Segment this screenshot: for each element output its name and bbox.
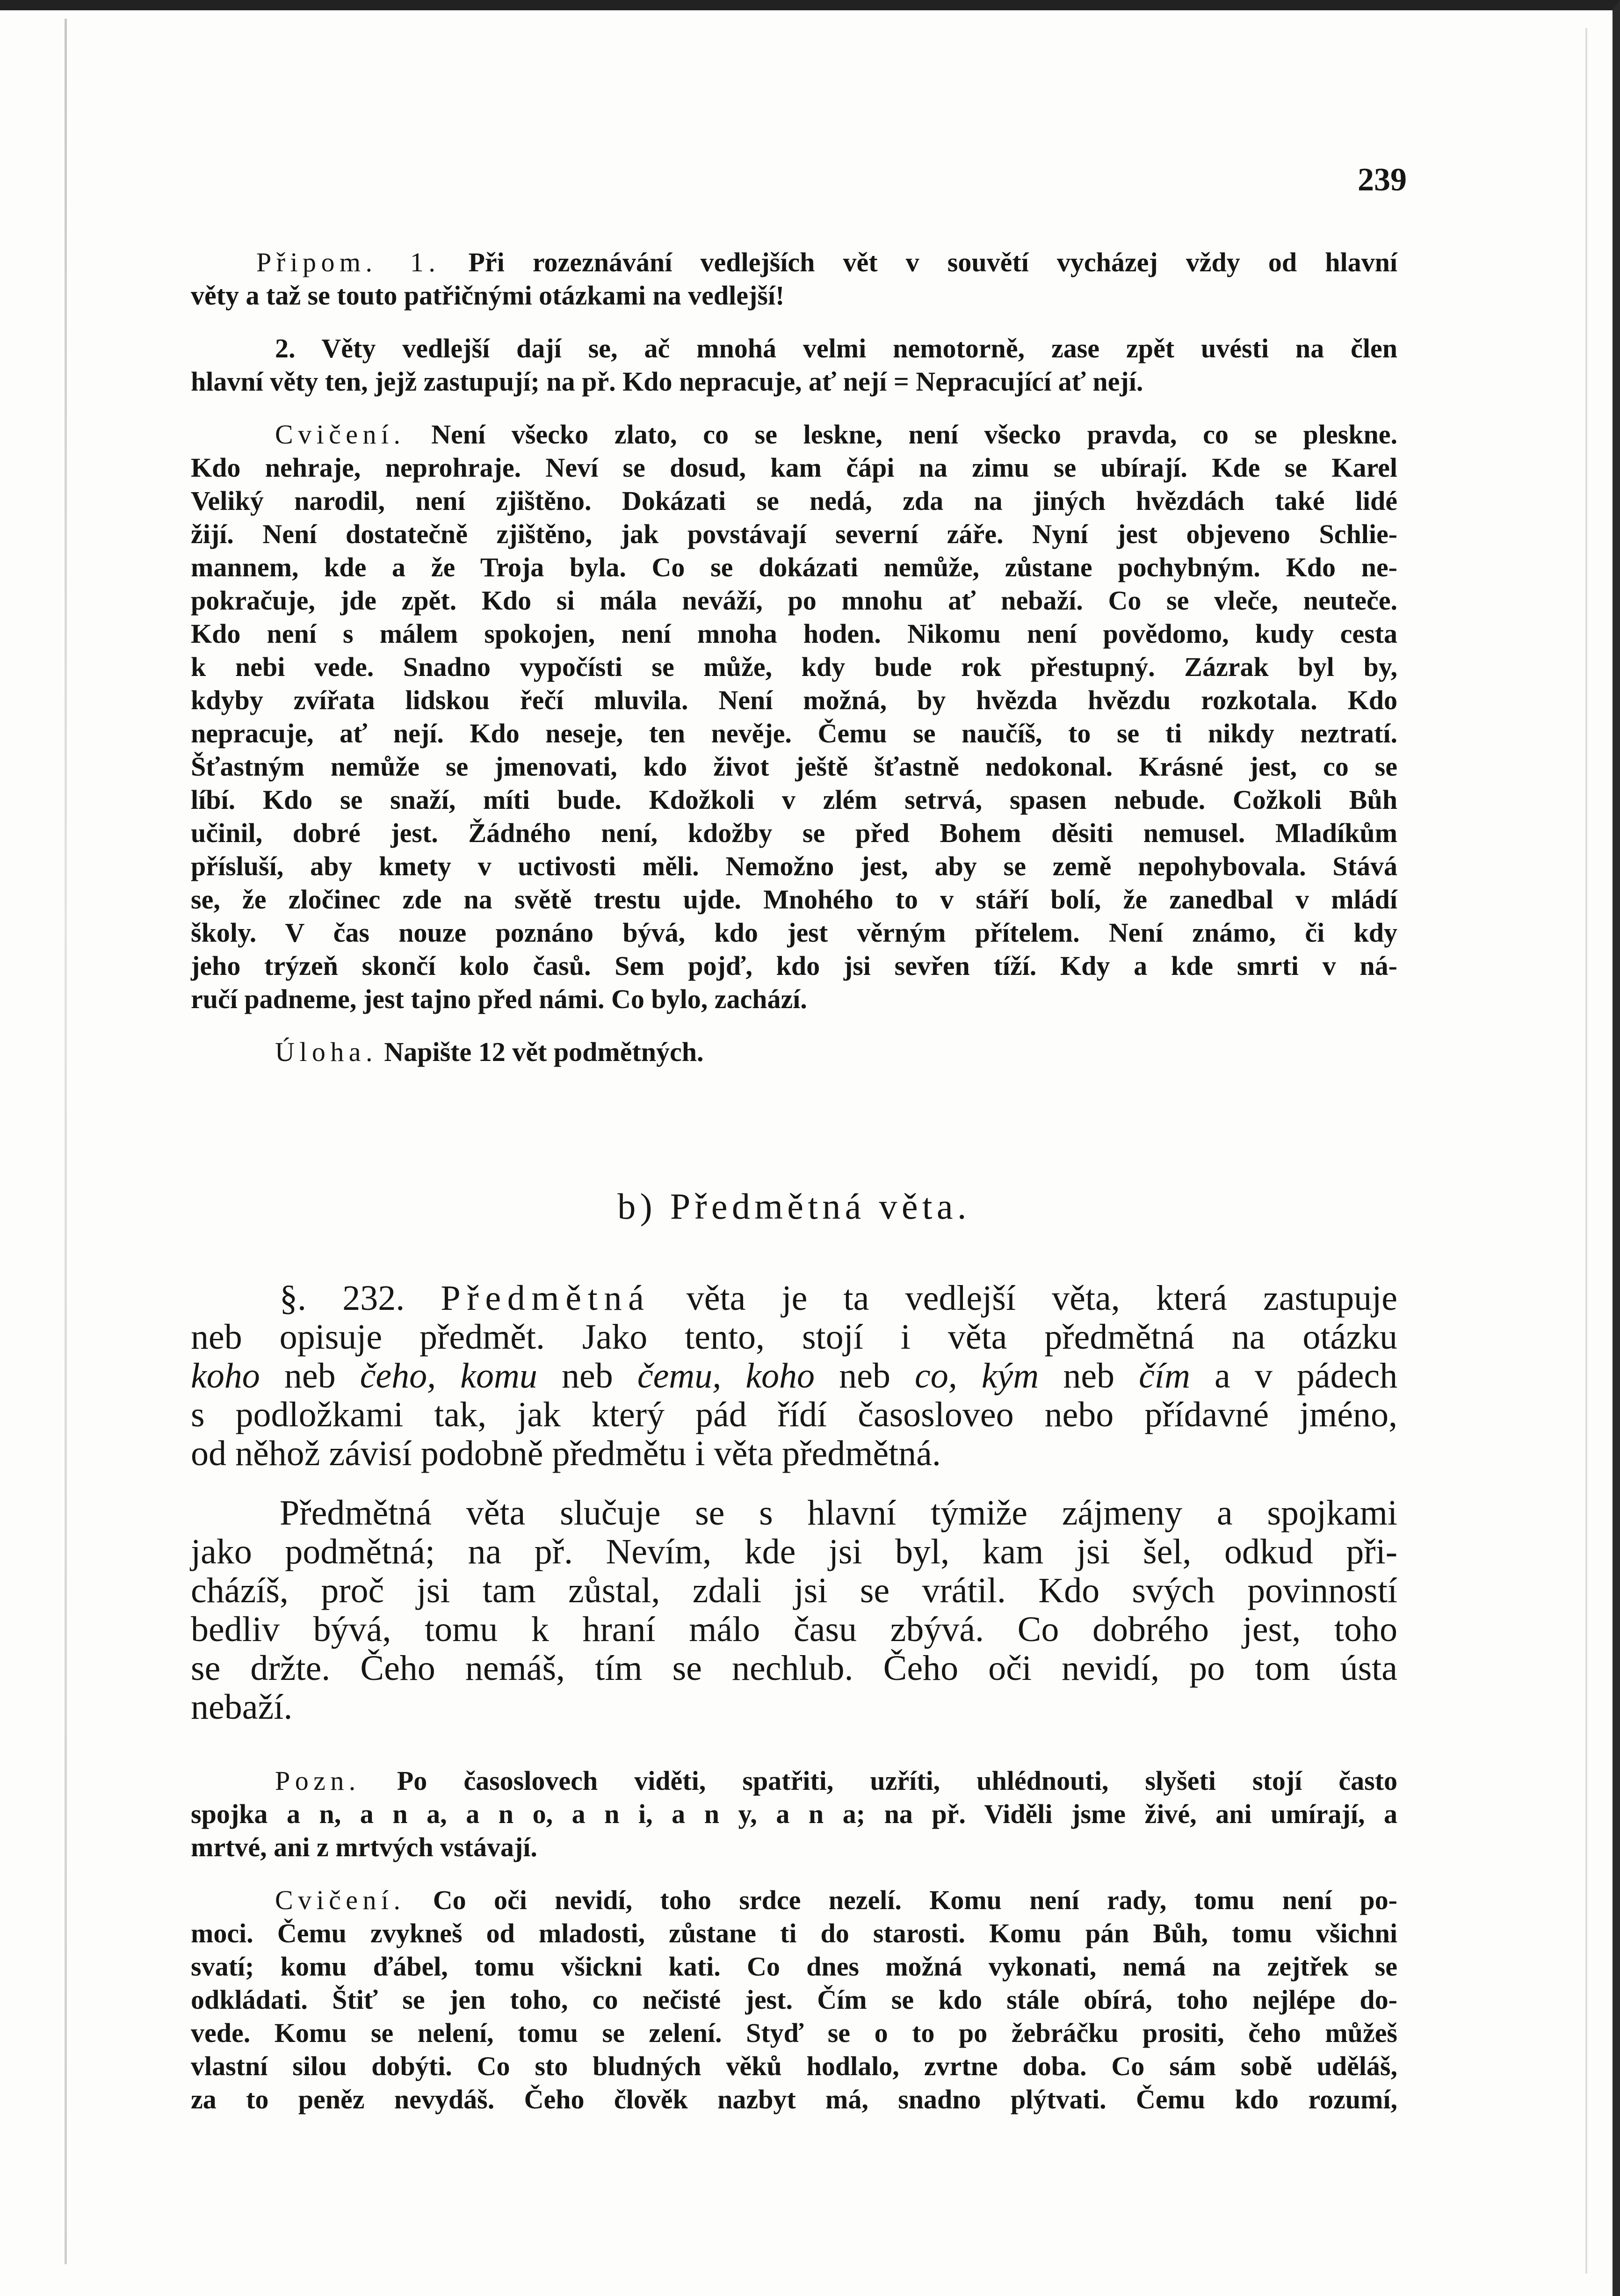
exercise-line: ručí padneme, jest tajno před námi. Co bylo, zachází. [191,984,807,1014]
note-line: mrtvé, ani z mrtvých vstávají. [191,1832,537,1862]
pripom-2 [191,332,1397,398]
exercise-line: za to peněz nevydáš. Čeho člověk nazbyt má, snadno plýtvati. Čemu kdo rozumí, [191,2084,1397,2114]
section-number: §. 232. [280,1279,405,1318]
pripom-note [191,246,1397,312]
exercise-line: jeho trýzeň skončí kolo časů. Sem pojď, kdo jsi sevřen tíží. Kdy a kde smrti v ná- [191,951,1397,981]
paragraph-line: cházíš, proč jsi tam zůstal, zdali jsi se vrátil. Kdo svých povinností [191,1571,1397,1610]
exercise-2 [191,1883,1397,2116]
exercise-line: odkládati. Štiť se jen toho, co nečisté jest. Čím se kdo stále obírá, toho nejlépe do- [191,1984,1397,2015]
exercise-line: pokračuje, jde zpět. Kdo si mála neváží, po mnohu ať nebaží. Co se vleče, neuteče. [191,585,1397,616]
exercise-line: vlastní silou dobýti. Co sto bludných věků hodlalo, zvrtne doba. Co sám sobě uděláš, [191,2051,1397,2081]
page-number: 239 [1358,162,1407,198]
task-label: Úloha. [275,1037,377,1067]
exercise-line: kdyby zvířata lidskou řečí mluvila. Není možná, by hvězda hvězdu rozkotala. Kdo [191,685,1397,715]
paragraph-line: se držte. Čeho nemáš, tím se nechlub. Čeho oči nevidí, po tom ústa [191,1649,1397,1688]
section-line: koho neb čeho, komu neb čemu, koho neb co, kým neb čím a v pádech [191,1356,1398,1395]
exercise-line: přísluší, aby kmety v uctivosti měli. Nemožno jest, aby se země nepohybovala. Stává [191,851,1397,881]
exercise-line: Šťastným nemůže se jmenovati, kdo život ještě šťastně nedokonal. Krásné jest, co se [191,751,1397,782]
task [191,1035,1397,1068]
section-heading: b) Předmětná věta. [617,1186,971,1227]
exercise-line: svatí; komu ďábel, tomu všickni kati. Co dnes možná vykonati, nemá na zejtřek se [191,1951,1397,1982]
exercise-line: školy. V čas nouze poznáno bývá, kdo jest věrným přítelem. Není známo, či kdy [191,917,1397,948]
note-label: Pozn. [275,1766,361,1796]
pripom-line: věty a taž se touto patřičnými otázkami na vedlejší! [191,280,785,311]
exercise-line: žijí. Není dostatečně zjištěno, jak povstávají severní záře. Nyní jest objeveno Schlie- [191,519,1397,549]
note [191,1764,1397,1864]
paragraph-line: bedliv bývá, tomu k hraní málo času zbývá. Co dobrého jest, toho [191,1610,1397,1649]
exercise-line: Cvičení. Co oči nevidí, toho srdce nezelí. Komu není rady, tomu není po- [275,1885,1398,1915]
page-edge-left [65,19,67,2264]
pripom-2-line: 2. Věty vedlejší dají se, ač mnohá velmi nemotorně, zase zpět uvésti na člen [275,333,1397,363]
section-line: s podložkami tak, jak který pád řídí časosloveo nebo přídavné jméno, [191,1395,1397,1434]
exercise-line: Kdo nehraje, neprohraje. Neví se dosud, kam čápi na zimu se ubírají. Kde se Karel [191,452,1397,483]
exercise-label: Cvičení. [275,1885,405,1915]
exercise-line: nepracuje, ať nejí. Kdo neseje, ten nevěje. Čemu se naučíš, to se ti nikdy neztratí. [191,718,1397,748]
exercise-1 [191,418,1397,1016]
section-line: od něhož závisí podobně předmětu i věta předmětná. [191,1434,941,1473]
pripom-line: Připom. 1. Při rozeznávání vedlejších vět v souvětí vycházej vždy od hlavní [256,247,1398,277]
exercise-line: Cvičení. Není všecko zlato, co se leskne, není všecko pravda, co se pleskne. [275,419,1398,450]
section-term: Předmětná [441,1279,651,1318]
exercise-label: Cvičení. [275,419,405,450]
exercise-line: učinil, dobré jest. Žádného není, kdožby se před Bohem děsiti nemusel. Mladíkům [191,818,1397,848]
note-line: Pozn. Po časoslovech viděti, spatřiti, uzříti, uhlédnouti, slyšeti stojí často [275,1766,1398,1796]
section-line: §. 232. Předmětná věta je ta vedlejší věta, která zastupuje [280,1279,1398,1318]
page-edge-right [1585,28,1587,2274]
exercise-line: Kdo není s málem spokojen, není mnoha hoden. Nikomu není povědomo, kudy cesta [191,618,1397,649]
section-232 [191,1279,1397,1473]
task-text: Napište 12 vět podmětných. [384,1037,704,1067]
exercise-line: líbí. Kdo se snaží, míti bude. Kdožkoli v zlém setrvá, spasen nebude. Cožkoli Bůh [191,785,1397,815]
paragraph-2 [191,1494,1397,1727]
section-line: neb opisuje předmět. Jako tento, stojí i věta předmětná na otázku [191,1317,1397,1357]
exercise-line: Veliký narodil, není zjištěno. Dokázati se nedá, zda na jiných hvězdách také lidé [191,486,1397,516]
paragraph-line: Předmětná věta slučuje se s hlavní týmiže zájmeny a spojkami [280,1493,1397,1533]
exercise-line: mannem, kde a že Troja byla. Co se dokázati nemůže, zůstane pochybným. Kdo ne- [191,552,1397,582]
pripom-label: Připom. 1. [256,247,441,277]
exercise-line: moci. Čemu zvykneš od mladosti, zůstane ti do starosti. Komu pán Bůh, tomu všichni [191,1918,1397,1948]
paragraph-line: jako podmětná; na př. Nevím, kde jsi byl, kam jsi šel, odkud při- [191,1532,1397,1571]
exercise-line: vede. Komu se nelení, tomu se zelení. Styď se o to po žebráčku prositi, čeho můžeš [191,2018,1397,2048]
exercise-line: se, že zločinec zde na světě trestu ujde. Mnohého to v stáří bolí, že zanedbal v mládí [191,884,1397,915]
exercise-line: k nebi vede. Snadno vypočísti se může, kdy bude rok přestupný. Zázrak byl by, [191,652,1397,682]
page-content [191,161,1397,2116]
paragraph-line: nebaží. [191,1687,293,1727]
pripom-2-line: hlavní věty ten, jejž zastupují; na př. Kdo nepracuje, ať nejí = Nepracující ať nejí. [191,366,1143,397]
note-line: spojka a n, a n a, a n o, a n i, a n y, a n a; na př. Viděli jsme živé, ani umírají, a [191,1799,1397,1829]
